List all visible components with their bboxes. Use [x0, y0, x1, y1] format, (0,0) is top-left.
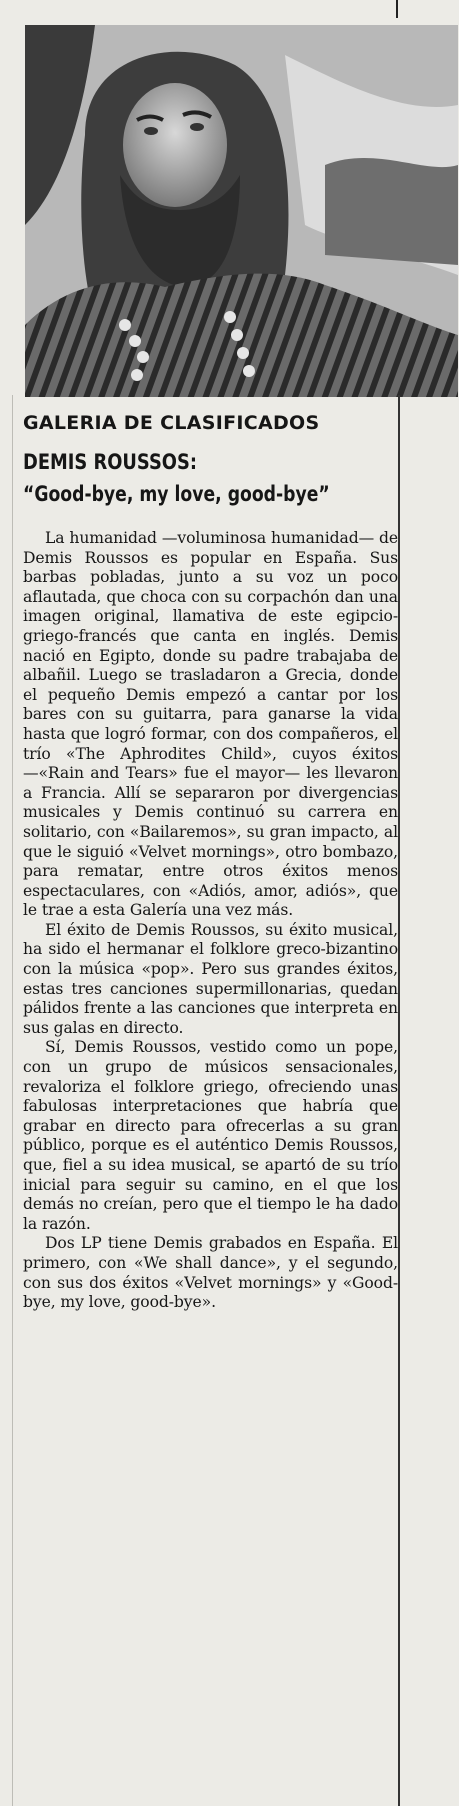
- headline-artist: DEMIS ROUSSOS:: [23, 450, 197, 474]
- column-rule-right: [398, 395, 400, 1806]
- column-rule-top: [396, 0, 398, 18]
- article: [23, 412, 398, 1313]
- body-paragraph-3: Sí, Demis Roussos, vestido como un pope, con un grupo de músicos sensacionales, revaloriza el folklore griego, ofreciendo unas fabulosas interpretaciones que habría que grabar en directo para ofrecerlas a su gran público, porque es el auténtico Demis Roussos, que, fiel a su idea musical, se apartó de su trío inicial para seguir su camino, en el que los demás no creían, pero que el tiempo le ha dado la razón.: [23, 1038, 398, 1233]
- section-title: GALERIA DE CLASIFICADOS: [23, 412, 320, 434]
- portrait-photo-icon: [25, 25, 458, 397]
- portrait-photo: [25, 25, 458, 397]
- headline-song: “Good-bye, my love, good-bye”: [23, 482, 330, 506]
- body-paragraph-2: El éxito de Demis Roussos, su éxito musical, ha sido el hermanar el folklore greco-bizantino con la música «pop». Pero sus grandes éxitos, estas tres canciones supermillonarias, quedan pálidos frente a las canciones que interpreta en sus galas en directo.: [23, 920, 398, 1037]
- article-body: [23, 529, 398, 1313]
- column-rule-left: [12, 395, 13, 1806]
- body-paragraph-4: Dos LP tiene Demis grabados en España. El primero, con «We shall dance», y el segundo, con sus dos éxitos «Velvet mornings» y «Good-bye, my love, good-bye».: [23, 1234, 398, 1312]
- body-paragraph-1: La humanidad —voluminosa humanidad— de Demis Roussos es popular en España. Sus barbas pobladas, junto a su voz un poco aflautada, que choca con su corpachón dan una imagen original, llamativa de este egipcio-griego-francés que canta en inglés. Demis nació en Egipto, donde su padre trabajaba de albañil. Luego se trasladaron a Grecia, donde el pequeño Demis empezó a cantar por los bares con su guitarra, para ganarse la vida hasta que logró formar, con dos compañeros, el trío «The Aphrodites Child», cuyos éxitos —«Rain and Tears» fue el mayor— les llevaron a Francia. Allí se separaron por divergencias musicales y Demis continuó su carrera en solitario, con «Bailaremos», su gran impacto, al que le siguió «Velvet mornings», otro bombazo, para rematar, entre otros éxitos menos espectaculares, con «Adiós, amor, adiós», que le trae a esta Galería una vez más.: [23, 529, 398, 920]
